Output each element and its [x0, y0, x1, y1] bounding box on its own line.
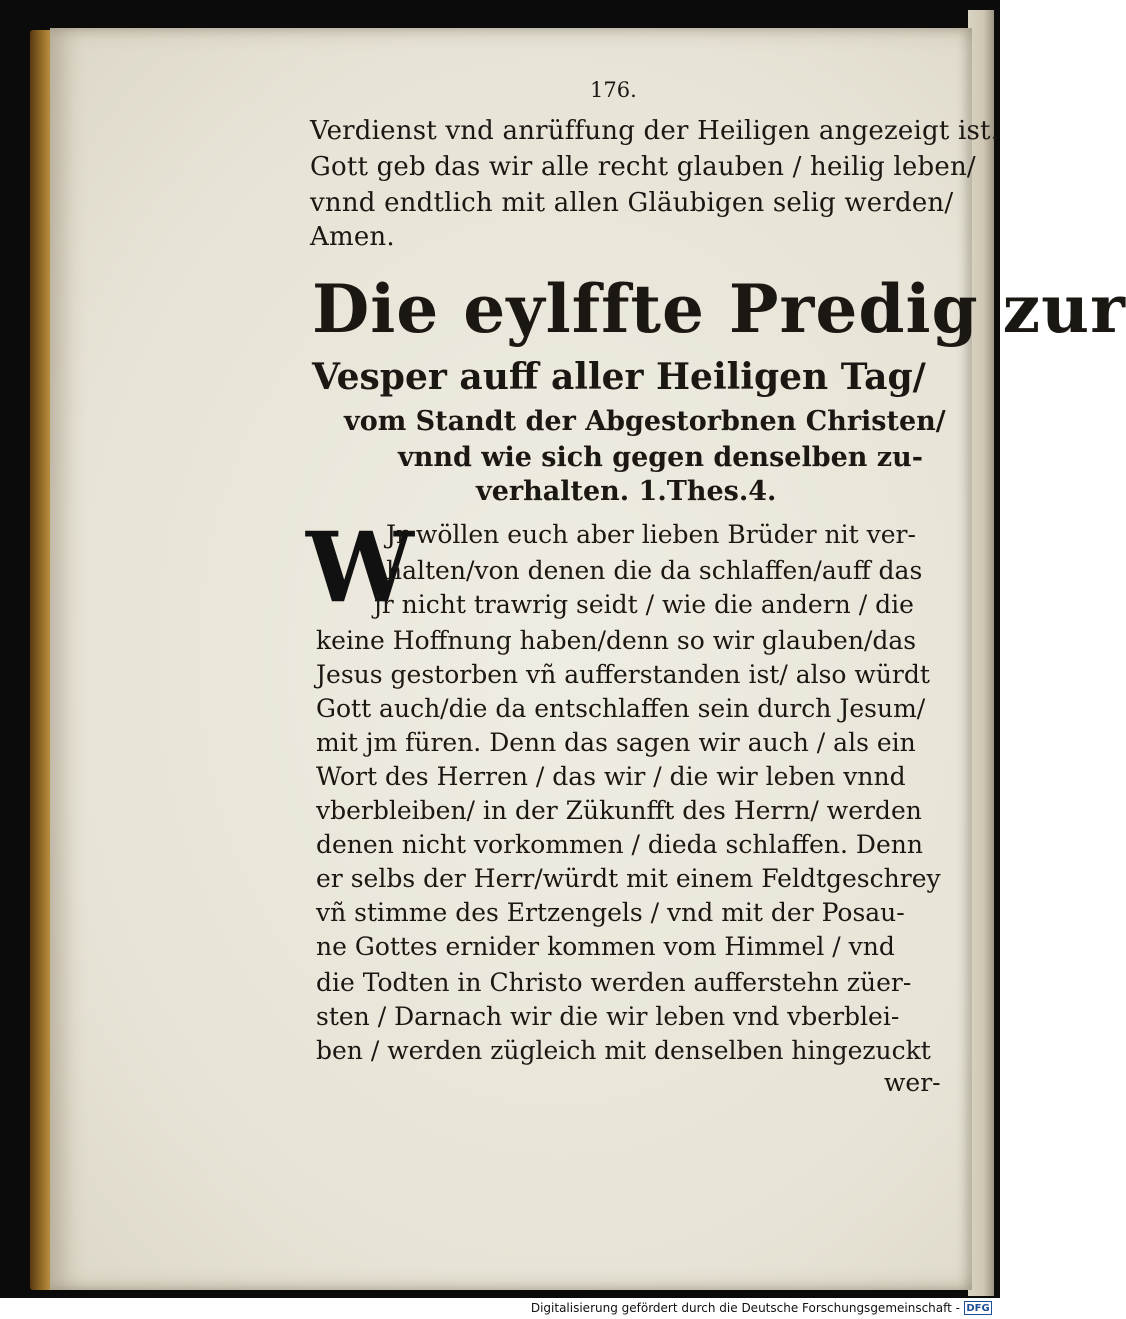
body-line-13: ne Gottes ernider kommen vom Himmel / vnd	[316, 932, 895, 961]
intro-line-4: Amen.	[310, 222, 395, 252]
body-line-11: er selbs der Herr/würdt mit einem Feldtgeschrey	[316, 864, 941, 893]
body-line-15: sten / Darnach wir die wir leben vnd vberblei-	[316, 1002, 900, 1031]
body-line-3: jr nicht trawrig seidt / wie die andern / die	[374, 590, 914, 619]
footer-bar	[0, 1298, 1000, 1319]
page-number: 176.	[590, 78, 637, 102]
body-line-4: keine Hoffnung haben/denn so wir glauben/das	[316, 626, 917, 655]
catchword: wer-	[884, 1068, 941, 1097]
body-line-6: Gott auch/die da entschlaffen sein durch Jesum/	[316, 694, 926, 723]
funding-credit: Digitalisierung gefördert durch die Deutsche Forschungsgemeinschaft -	[530, 1301, 960, 1315]
body-line-14: die Todten in Christo werden aufferstehn züer-	[316, 968, 912, 997]
body-line-16: ben / werden zügleich mit denselben hingezuckt	[316, 1036, 931, 1065]
body-line-12: vñ stimme des Ertzengels / vnd mit der Posau-	[316, 898, 905, 927]
body-line-2: halten/von denen die da schlaffen/auff das	[386, 556, 923, 585]
body-line-9: vberbleiben/ in der Zükunfft des Herrn/ werden	[316, 796, 922, 825]
sermon-title-line-4: vnnd wie sich gegen denselben zu-	[398, 442, 923, 473]
dfg-logo-icon: DFG	[964, 1301, 992, 1315]
sermon-title-line-2: Vesper auff aller Heiligen Tag/	[312, 356, 926, 398]
intro-line-2: Gott geb das wir alle recht glauben / heilig leben/	[310, 152, 976, 182]
sermon-title-line-5: verhalten. 1.Thes.4.	[476, 476, 777, 507]
body-line-1: Jr wöllen euch aber lieben Brüder nit ver-	[386, 520, 916, 549]
body-line-7: mit jm füren. Denn das sagen wir auch / als ein	[316, 728, 916, 757]
body-line-10: denen nicht vorkommen / dieda schlaffen. Denn	[316, 830, 923, 859]
body-line-5: Jesus gestorben vñ aufferstanden ist/ also würdt	[316, 660, 930, 689]
body-line-8: Wort des Herren / das wir / die wir leben vnnd	[316, 762, 906, 791]
sermon-title-line-3: vom Standt der Abgestorbnen Christen/	[344, 406, 946, 437]
sermon-title-line-1: Die eylffte Predig zur	[312, 270, 1126, 348]
drop-capital: W	[306, 511, 414, 624]
intro-line-1: Verdienst vnd anrüffung der Heiligen angezeigt ist.	[310, 116, 1000, 146]
intro-line-3: vnnd endtlich mit allen Gläubigen selig werden/	[310, 188, 954, 218]
